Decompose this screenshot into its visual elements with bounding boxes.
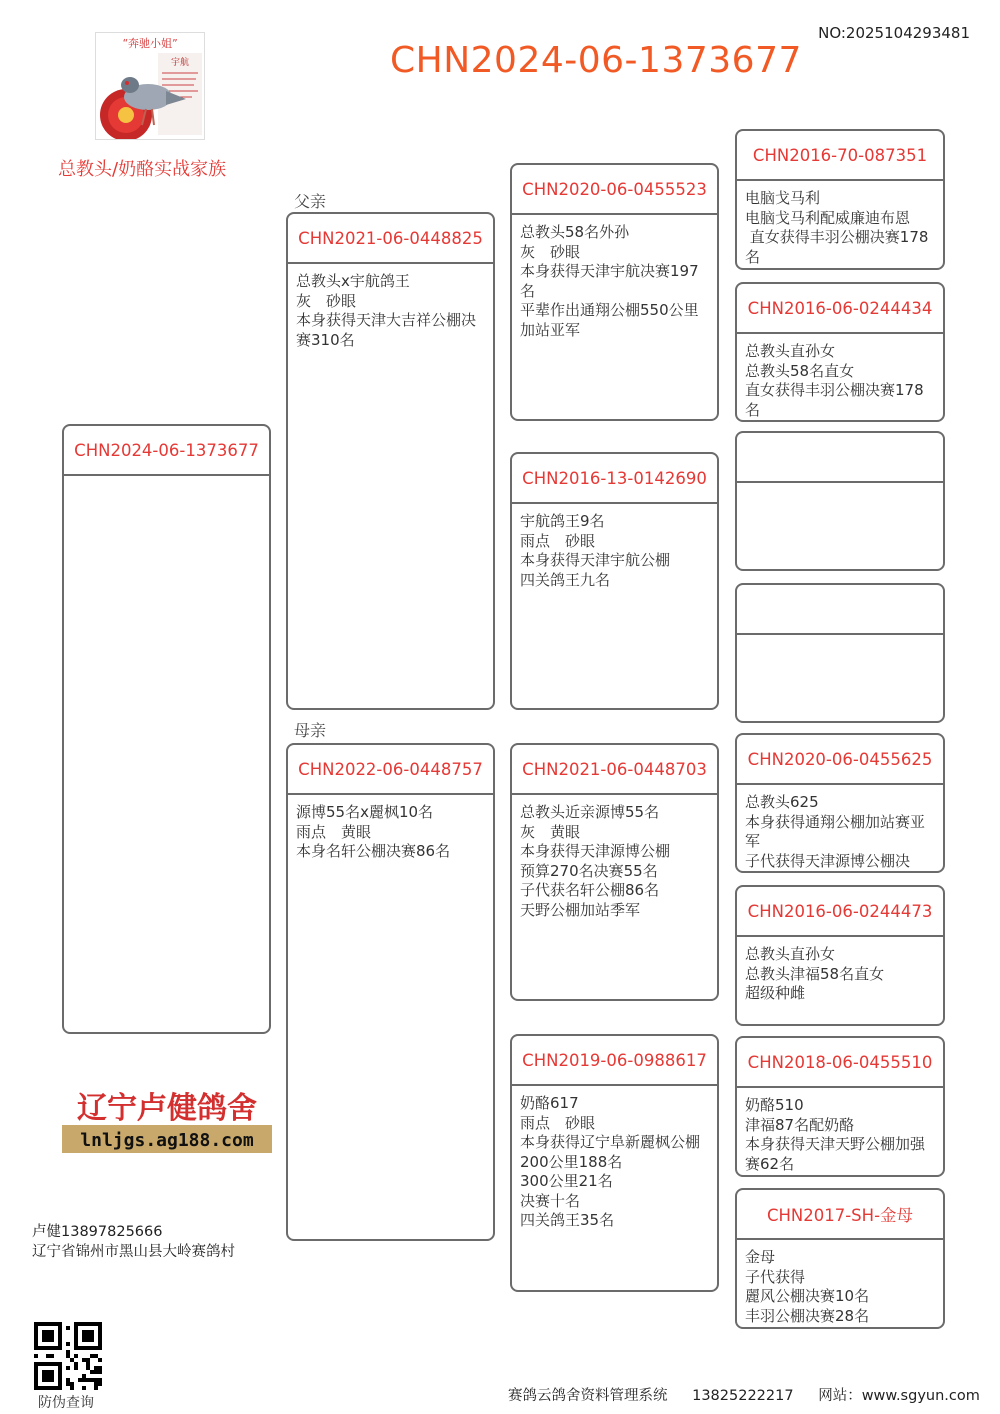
logo-badge: 宇航	[170, 58, 190, 68]
note-line: 本身获得天津天野公棚加强赛62名	[745, 1135, 926, 1173]
note-line: 灰 砂眼	[520, 242, 581, 261]
ggp-fmf-card	[735, 431, 945, 571]
ggp-ffm-ring: CHN2016-06-0244434	[737, 284, 943, 334]
footer-site[interactable]: 网站：www.sgyun.com	[818, 1388, 980, 1404]
note-line: 直女获得丰羽公棚决赛178名	[745, 228, 929, 266]
family-line: 总教头/奶酪实战家族	[58, 159, 227, 180]
loft-brand-banner	[62, 1085, 272, 1155]
paternal-grandmother-ring: CHN2016-13-0142690	[512, 454, 717, 504]
note-line: 灰 黄眼	[520, 822, 581, 841]
maternal-grandfather-notes	[512, 795, 717, 920]
ggp-mmm-card	[735, 1188, 945, 1329]
mother-label: 母亲	[294, 721, 327, 740]
note-line: 预算270名决赛55名	[520, 861, 658, 880]
note-line: 雨点 砂眼	[520, 531, 596, 550]
father-label: 父亲	[294, 192, 327, 211]
ggp-ffm-notes	[737, 334, 943, 420]
paternal-grandfather-ring: CHN2020-06-0455523	[512, 165, 717, 215]
ggp-mmf-notes	[737, 1088, 943, 1174]
note-line: 电脑戈马利	[745, 189, 821, 207]
loft-logo-image	[95, 32, 205, 140]
note-line: 总教头直孙女	[745, 342, 836, 360]
note-line: 总教头58名直女	[745, 361, 855, 380]
qr-code-image[interactable]	[34, 1322, 102, 1390]
footer	[508, 1384, 1000, 1405]
footer-system: 赛鸽云鸽舍资料管理系统	[508, 1388, 668, 1404]
maternal-grandmother-ring: CHN2019-06-0988617	[512, 1036, 717, 1086]
note-line: 奶酪617	[520, 1094, 579, 1112]
ggp-mfm-notes	[737, 937, 943, 1004]
note-line: 麗风公棚决赛10名	[745, 1287, 870, 1305]
paternal-grandmother-notes	[512, 504, 717, 590]
ggp-mmm-notes	[737, 1240, 943, 1326]
maternal-grandfather-card	[510, 743, 719, 1001]
ggp-fmm-ring	[737, 585, 943, 635]
note-line: 本身获得天津宇航公棚	[520, 551, 671, 569]
maternal-grandmother-card	[510, 1034, 719, 1292]
paternal-grandmother-card	[510, 452, 719, 710]
qr-label: 防伪查询	[38, 1395, 94, 1411]
mother-ring: CHN2022-06-0448757	[288, 745, 493, 795]
paternal-grandfather-card	[510, 163, 719, 421]
ggp-mmf-ring: CHN2018-06-0455510	[737, 1038, 943, 1088]
note-line: 四关鸽王九名	[520, 570, 611, 589]
note-line: 子代获得天津源博公棚决	[745, 851, 911, 870]
note-line: 300公里21名	[520, 1172, 613, 1190]
ggp-ffm-card	[735, 282, 945, 422]
note-line: 本身获得天津宇航决赛197名	[520, 262, 699, 300]
father-notes	[288, 264, 493, 350]
note-line: 天野公棚加站季军	[520, 900, 641, 919]
note-line: 丰羽公棚决赛28名	[745, 1306, 870, 1325]
ggp-fmm-card	[735, 583, 945, 723]
note-line: 子代获名轩公棚86名	[520, 881, 660, 899]
note-line: 本身获得通翔公棚加站赛亚军	[745, 812, 926, 850]
note-line: 宇航鸽王9名	[520, 512, 605, 530]
ggp-fmm-notes	[737, 635, 943, 643]
ggp-fff-card	[735, 129, 945, 270]
note-line: 超级种雌	[745, 984, 806, 1002]
note-line: 灰 砂眼	[296, 291, 357, 310]
ggp-mff-notes	[737, 785, 943, 871]
note-line: 雨点 黄眼	[296, 822, 372, 841]
ggp-fmf-notes	[737, 483, 943, 491]
brand-name: 辽宁卢健鸽舍	[77, 1091, 257, 1126]
paternal-grandfather-notes	[512, 215, 717, 340]
ggp-mmf-card	[735, 1036, 945, 1177]
pedigree-title: CHN2024-06-1373677	[390, 40, 802, 81]
logo-caption: “奔驰小姐”	[122, 37, 178, 50]
note-line: 本身获得辽宁阜新麗枫公棚	[520, 1133, 701, 1151]
ggp-mfm-card	[735, 885, 945, 1026]
maternal-grandmother-notes	[512, 1086, 717, 1231]
document-number: NO:2025104293481	[818, 24, 970, 42]
note-line: 津福87名配奶酪	[745, 1115, 855, 1134]
note-line: 奶酪510	[745, 1096, 804, 1114]
ggp-fmf-ring	[737, 433, 943, 483]
note-line: 决赛十名	[520, 1191, 581, 1210]
ggp-fff-ring: CHN2016-70-087351	[737, 131, 943, 181]
subject-card	[62, 424, 271, 1034]
contact-block	[32, 1222, 235, 1262]
ggp-mff-card	[735, 733, 945, 873]
note-line: 四关鸽王35名	[520, 1211, 615, 1229]
contact-person: 卢健13897825666	[32, 1224, 163, 1240]
ggp-mmm-ring: CHN2017-SH-金母	[737, 1190, 943, 1240]
note-line: 本身名轩公棚决赛86名	[296, 842, 451, 860]
father-ring: CHN2021-06-0448825	[288, 214, 493, 264]
mother-notes	[288, 795, 493, 862]
note-line: 平辈作出通翔公棚550公里加站亚军	[520, 301, 699, 339]
ggp-mff-ring: CHN2020-06-0455625	[737, 735, 943, 785]
note-line: 总教头x宇航鸽王	[296, 272, 410, 290]
note-line: 源博55名x麗枫10名	[296, 803, 434, 821]
note-line: 总教头625	[745, 793, 819, 811]
note-line: 总教头直孙女	[745, 945, 836, 963]
note-line: 本身获得天津大吉祥公棚决赛310名	[296, 311, 477, 349]
note-line: 总教头58名外孙	[520, 223, 630, 241]
note-line: 本身获得天津源博公棚	[520, 842, 671, 860]
subject-ring: CHN2024-06-1373677	[64, 426, 269, 476]
note-line: 200公里188名	[520, 1152, 623, 1171]
footer-phone: 13825222217	[692, 1388, 794, 1404]
father-card	[286, 212, 495, 710]
note-line: 总教头近亲源博55名	[520, 803, 660, 821]
note-line: 金母	[745, 1248, 776, 1266]
note-line: 电脑戈马利配威廉迪布恩	[745, 208, 911, 227]
ggp-mfm-ring: CHN2016-06-0244473	[737, 887, 943, 937]
contact-address: 辽宁省锦州市黑山县大岭赛鸽村	[32, 1244, 235, 1260]
maternal-grandfather-ring: CHN2021-06-0448703	[512, 745, 717, 795]
subject-notes	[64, 476, 269, 484]
note-line: 总教头津福58名直女	[745, 964, 885, 983]
ggp-fff-notes	[737, 181, 943, 267]
mother-card	[286, 743, 495, 1241]
note-line: 子代获得	[745, 1267, 806, 1286]
brand-url: lnljgs.ag188.com	[80, 1130, 254, 1151]
note-line: 直女获得丰羽公棚决赛178名	[745, 381, 924, 419]
note-line: 雨点 砂眼	[520, 1113, 596, 1132]
